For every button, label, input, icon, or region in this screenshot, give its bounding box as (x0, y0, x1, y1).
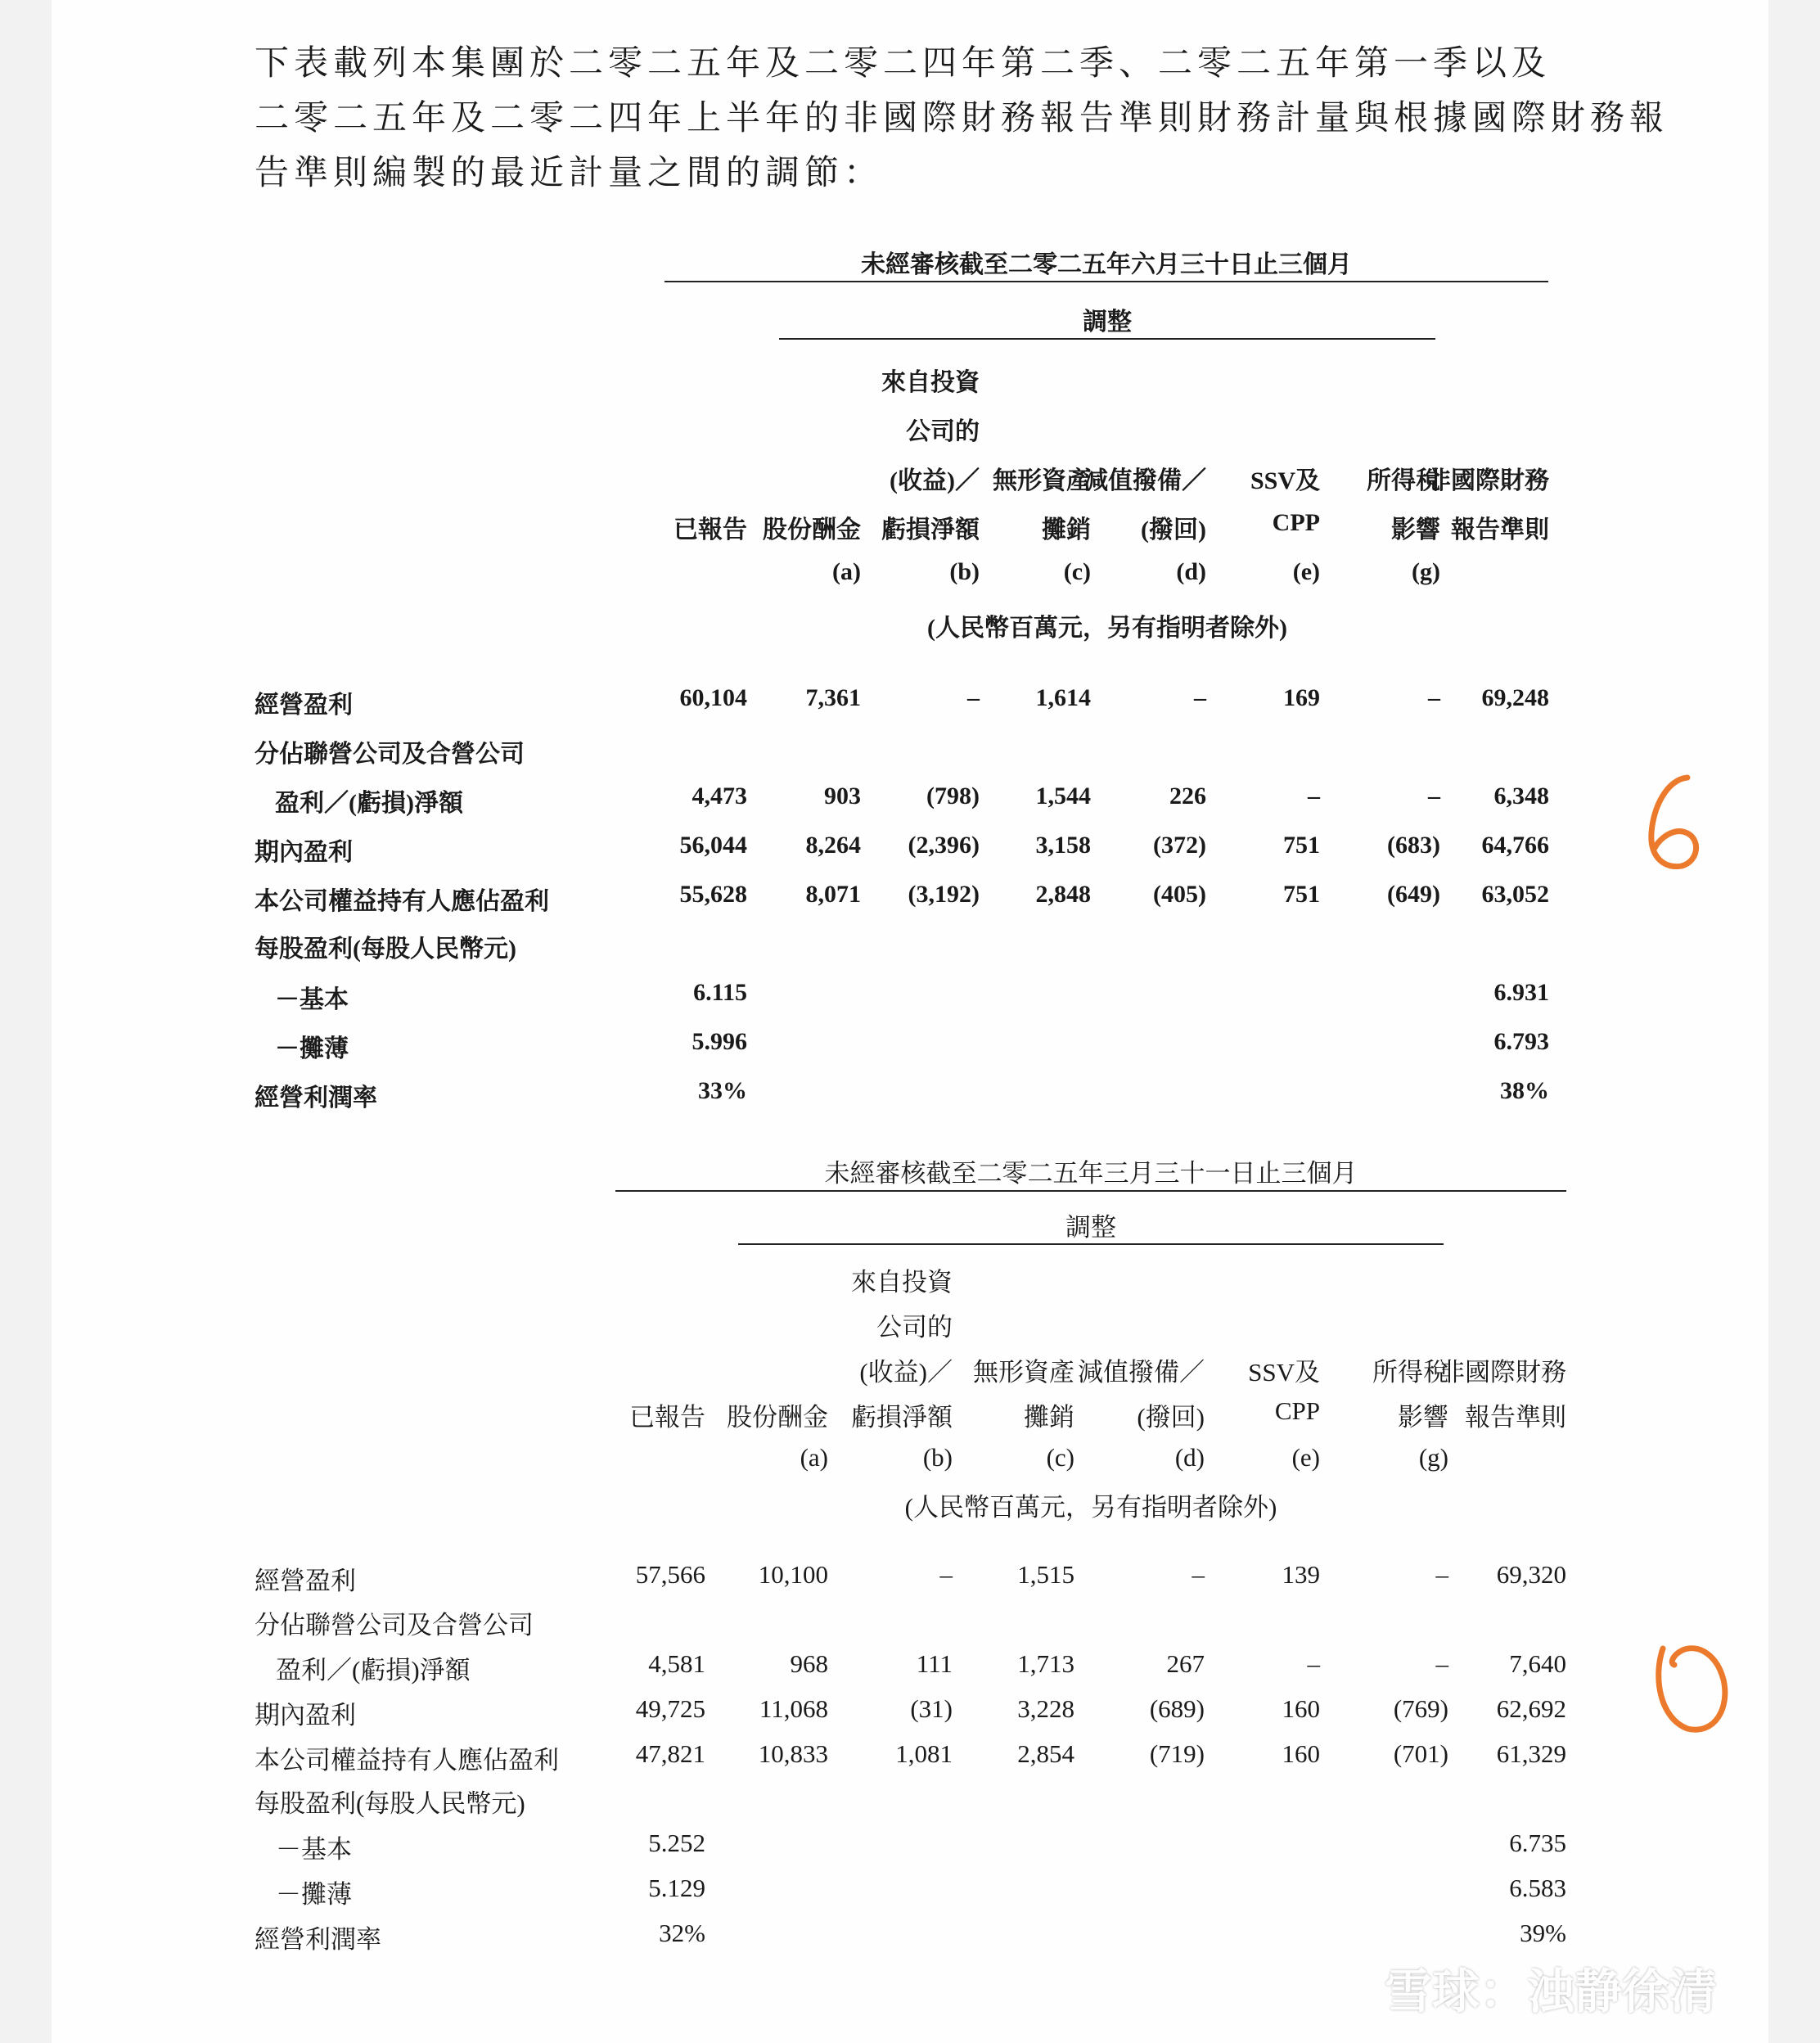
table-cell: (769) (1393, 1694, 1448, 1723)
column-note-3: (b) (949, 558, 980, 585)
column-header-5-line-1: 減值撥備／ (1083, 467, 1206, 494)
table-cell: 160 (1282, 1694, 1320, 1723)
table-cell: 47,821 (635, 1739, 705, 1768)
table-cell: 55,628 (679, 881, 747, 908)
table-cell: 39% (1520, 1919, 1566, 1947)
watermark-text: 雪球：浊静徐清 (1385, 1964, 1718, 2019)
table-cell: (405) (1153, 881, 1206, 908)
table-cell: 4,473 (692, 782, 747, 810)
unit-note: (人民幣百萬元，另有指明者除外) (927, 615, 1287, 642)
table-cell: 10,833 (758, 1739, 828, 1768)
table-cell: – (1307, 1649, 1320, 1678)
handwritten-zero-annotation (1645, 1632, 1735, 1739)
row-label: 本公司權益持有人應佔盈利 (255, 1746, 559, 1775)
table-cell: – (1435, 1649, 1448, 1678)
row-label: 分佔聯營公司及合營公司 (255, 741, 525, 768)
table-cell: (649) (1387, 881, 1440, 908)
column-header-4-line-2: 攤銷 (1042, 516, 1091, 543)
column-header-3-line-2: 公司的 (876, 1313, 953, 1342)
column-note-6: (e) (1291, 1443, 1320, 1472)
column-note-5: (d) (1174, 1443, 1205, 1472)
table-cell: 69,248 (1481, 684, 1549, 711)
table-cell: 62,692 (1496, 1694, 1566, 1723)
row-label: 經營利潤率 (255, 1085, 377, 1112)
column-header-5-line-2: (撥回) (1141, 516, 1206, 543)
table-cell: – (1192, 1560, 1205, 1589)
column-header-5-line-2: (撥回) (1137, 1403, 1205, 1432)
table-cell: 61,329 (1496, 1739, 1566, 1768)
intro-line-1: 下表載列本集團於二零二五年及二零二四年第二季、二零二五年第一季以及 (255, 45, 1552, 83)
column-header-3-line-3: (收益)／ (859, 1358, 953, 1387)
column-header-4-line-2: 攤銷 (1024, 1403, 1074, 1432)
table-cell: 6.931 (1493, 979, 1549, 1006)
table-cell: 968 (790, 1649, 828, 1678)
column-header-6-line-1: SSV及 (1248, 1358, 1320, 1387)
column-header-6-line-1: SSV及 (1250, 467, 1320, 494)
column-header-3-line-1: 來自投資 (881, 369, 980, 396)
snowball-logo-icon (1319, 1959, 1376, 2016)
row-label: 經營盈利 (255, 692, 353, 719)
period-underline (615, 1190, 1566, 1192)
intro-line-2: 二零二五年及二零二四年上半年的非國際財務報告準則財務計量與根據國際財務報 (255, 100, 1669, 138)
column-header-7-line-1: 所得稅 (1367, 467, 1440, 494)
row-label: －攤薄 (276, 1880, 352, 1909)
table-cell: 11,068 (759, 1694, 828, 1723)
row-label: 本公司權益持有人應佔盈利 (255, 888, 549, 915)
column-note-4: (c) (1046, 1443, 1074, 1472)
column-header-3-line-4: 虧損淨額 (881, 516, 980, 543)
table-cell: – (939, 1560, 953, 1589)
column-header-2-line-1: 股份酬金 (727, 1403, 828, 1432)
column-header-7-line-1: 所得稅 (1372, 1358, 1448, 1387)
table-cell: – (1308, 782, 1320, 810)
table-cell: 5.252 (648, 1829, 705, 1857)
unit-note: (人民幣百萬元，另有指明者除外) (904, 1493, 1277, 1522)
table-cell: – (1428, 782, 1440, 810)
table-cell: (798) (926, 782, 980, 810)
column-header-4-line-1: 無形資產 (973, 1358, 1074, 1387)
table-cell: 6.735 (1509, 1829, 1566, 1857)
table-cell: 56,044 (679, 832, 747, 859)
column-header-7-line-2: 影響 (1391, 516, 1440, 543)
table-cell: 60,104 (679, 684, 747, 711)
row-label: －基本 (275, 986, 349, 1013)
column-note-4: (c) (1063, 558, 1091, 585)
row-label: 盈利／(虧損)淨額 (276, 1656, 471, 1684)
column-header-6-line-2: CPP (1274, 1396, 1320, 1425)
row-label: －基本 (276, 1835, 352, 1864)
adjustments-heading: 調整 (1083, 309, 1132, 336)
table-cell: 1,614 (1035, 684, 1091, 711)
table-cell: – (967, 684, 980, 711)
column-header-3-line-2: 公司的 (906, 418, 980, 445)
column-note-5: (d) (1176, 558, 1206, 585)
handwritten-six-annotation (1637, 769, 1710, 876)
table-cell: 8,071 (805, 881, 861, 908)
table-cell: (31) (910, 1694, 953, 1723)
row-label: 分佔聯營公司及合營公司 (255, 1611, 534, 1639)
row-label: 經營盈利 (255, 1567, 356, 1595)
table-cell: 139 (1282, 1560, 1320, 1589)
table-cell: 226 (1169, 782, 1206, 810)
row-label: 每股盈利(每股人民幣元) (255, 936, 516, 963)
table-cell: 2,848 (1035, 881, 1091, 908)
table-cell: (719) (1149, 1739, 1205, 1768)
table-cell: 8,264 (805, 832, 861, 859)
table-cell: 38% (1500, 1077, 1549, 1104)
column-header-8-line-1: 非國際財務 (1439, 1358, 1566, 1387)
table-cell: 49,725 (635, 1694, 705, 1723)
table-cell: 2,854 (1017, 1739, 1074, 1768)
column-header-8-line-2: 報告準則 (1451, 516, 1549, 543)
row-label: 期內盈利 (255, 1701, 356, 1730)
period-underline (664, 281, 1548, 282)
period-heading: 未經審核截至二零二五年六月三十日止三個月 (861, 251, 1352, 278)
column-note-2: (a) (832, 558, 861, 585)
table-cell: (689) (1149, 1694, 1205, 1723)
table-cell: 1,713 (1017, 1649, 1074, 1678)
table-cell: 33% (698, 1077, 747, 1104)
table-cell: – (1194, 684, 1206, 711)
table-cell: – (1428, 684, 1440, 711)
table-cell: 7,640 (1509, 1649, 1566, 1678)
table-cell: 1,081 (895, 1739, 953, 1768)
table-cell: 6.793 (1493, 1028, 1549, 1055)
table-cell: 111 (916, 1649, 953, 1678)
column-note-2: (a) (800, 1443, 828, 1472)
intro-line-3: 告準則編製的最近計量之間的調節： (255, 155, 884, 192)
table-cell: 3,158 (1035, 832, 1091, 859)
column-note-7: (g) (1418, 1443, 1448, 1472)
column-header-4-line-1: 無形資產 (993, 467, 1091, 494)
table-cell: 267 (1166, 1649, 1205, 1678)
table-cell: 751 (1283, 881, 1320, 908)
column-header-5-line-1: 減值撥備／ (1078, 1358, 1205, 1387)
column-header-8-line-2: 報告準則 (1465, 1403, 1566, 1432)
column-note-7: (g) (1412, 558, 1440, 585)
column-header-1-line-1: 已報告 (673, 516, 747, 543)
table-cell: 6.583 (1509, 1874, 1566, 1902)
table-cell: (2,396) (908, 832, 980, 859)
column-note-6: (e) (1292, 558, 1320, 585)
table-cell: 5.129 (648, 1874, 705, 1902)
column-header-2-line-1: 股份酬金 (763, 516, 861, 543)
table-cell: 6.115 (693, 979, 747, 1006)
table-cell: 32% (659, 1919, 705, 1947)
table-cell: 7,361 (805, 684, 861, 711)
table-cell: 63,052 (1481, 881, 1549, 908)
column-header-3-line-4: 虧損淨額 (851, 1403, 953, 1432)
table-cell: 4,581 (648, 1649, 705, 1678)
table-cell: 169 (1283, 684, 1320, 711)
table-cell: 1,544 (1035, 782, 1091, 810)
table-cell: (701) (1393, 1739, 1448, 1768)
row-label: －攤薄 (275, 1035, 349, 1062)
table-cell: 5.996 (692, 1028, 747, 1055)
column-header-7-line-2: 影響 (1398, 1403, 1448, 1432)
column-note-3: (b) (922, 1443, 953, 1472)
row-label: 期內盈利 (255, 839, 353, 866)
table-cell: 160 (1282, 1739, 1320, 1768)
table-cell: 64,766 (1481, 832, 1549, 859)
row-label: 盈利／(虧損)淨額 (275, 790, 463, 817)
column-header-3-line-1: 來自投資 (851, 1268, 953, 1297)
table-cell: 10,100 (758, 1560, 828, 1589)
table-cell: 903 (824, 782, 861, 810)
table-cell: (372) (1153, 832, 1206, 859)
adjustments-heading: 調整 (1065, 1213, 1116, 1242)
table-cell: (683) (1387, 832, 1440, 859)
column-header-6-line-2: CPP (1272, 509, 1320, 536)
row-label: 每股盈利(每股人民幣元) (255, 1789, 525, 1818)
table-cell: 69,320 (1496, 1560, 1566, 1589)
table-cell: 751 (1283, 832, 1320, 859)
period-heading: 未經審核截至二零二五年三月三十一日止三個月 (824, 1159, 1358, 1188)
column-header-1-line-1: 已報告 (629, 1403, 705, 1432)
column-header-3-line-3: (收益)／ (890, 467, 980, 494)
table-cell: 57,566 (635, 1560, 705, 1589)
watermark (1319, 1955, 1717, 2020)
table-cell: (3,192) (908, 881, 980, 908)
table-cell: 3,228 (1017, 1694, 1074, 1723)
table-cell: 6,348 (1493, 782, 1549, 810)
column-header-8-line-1: 非國際財務 (1426, 467, 1549, 494)
table-cell: 1,515 (1017, 1560, 1074, 1589)
adjustments-underline (779, 338, 1435, 340)
table-cell: – (1435, 1560, 1448, 1589)
row-label: 經營利潤率 (255, 1925, 381, 1954)
adjustments-underline (738, 1243, 1444, 1245)
